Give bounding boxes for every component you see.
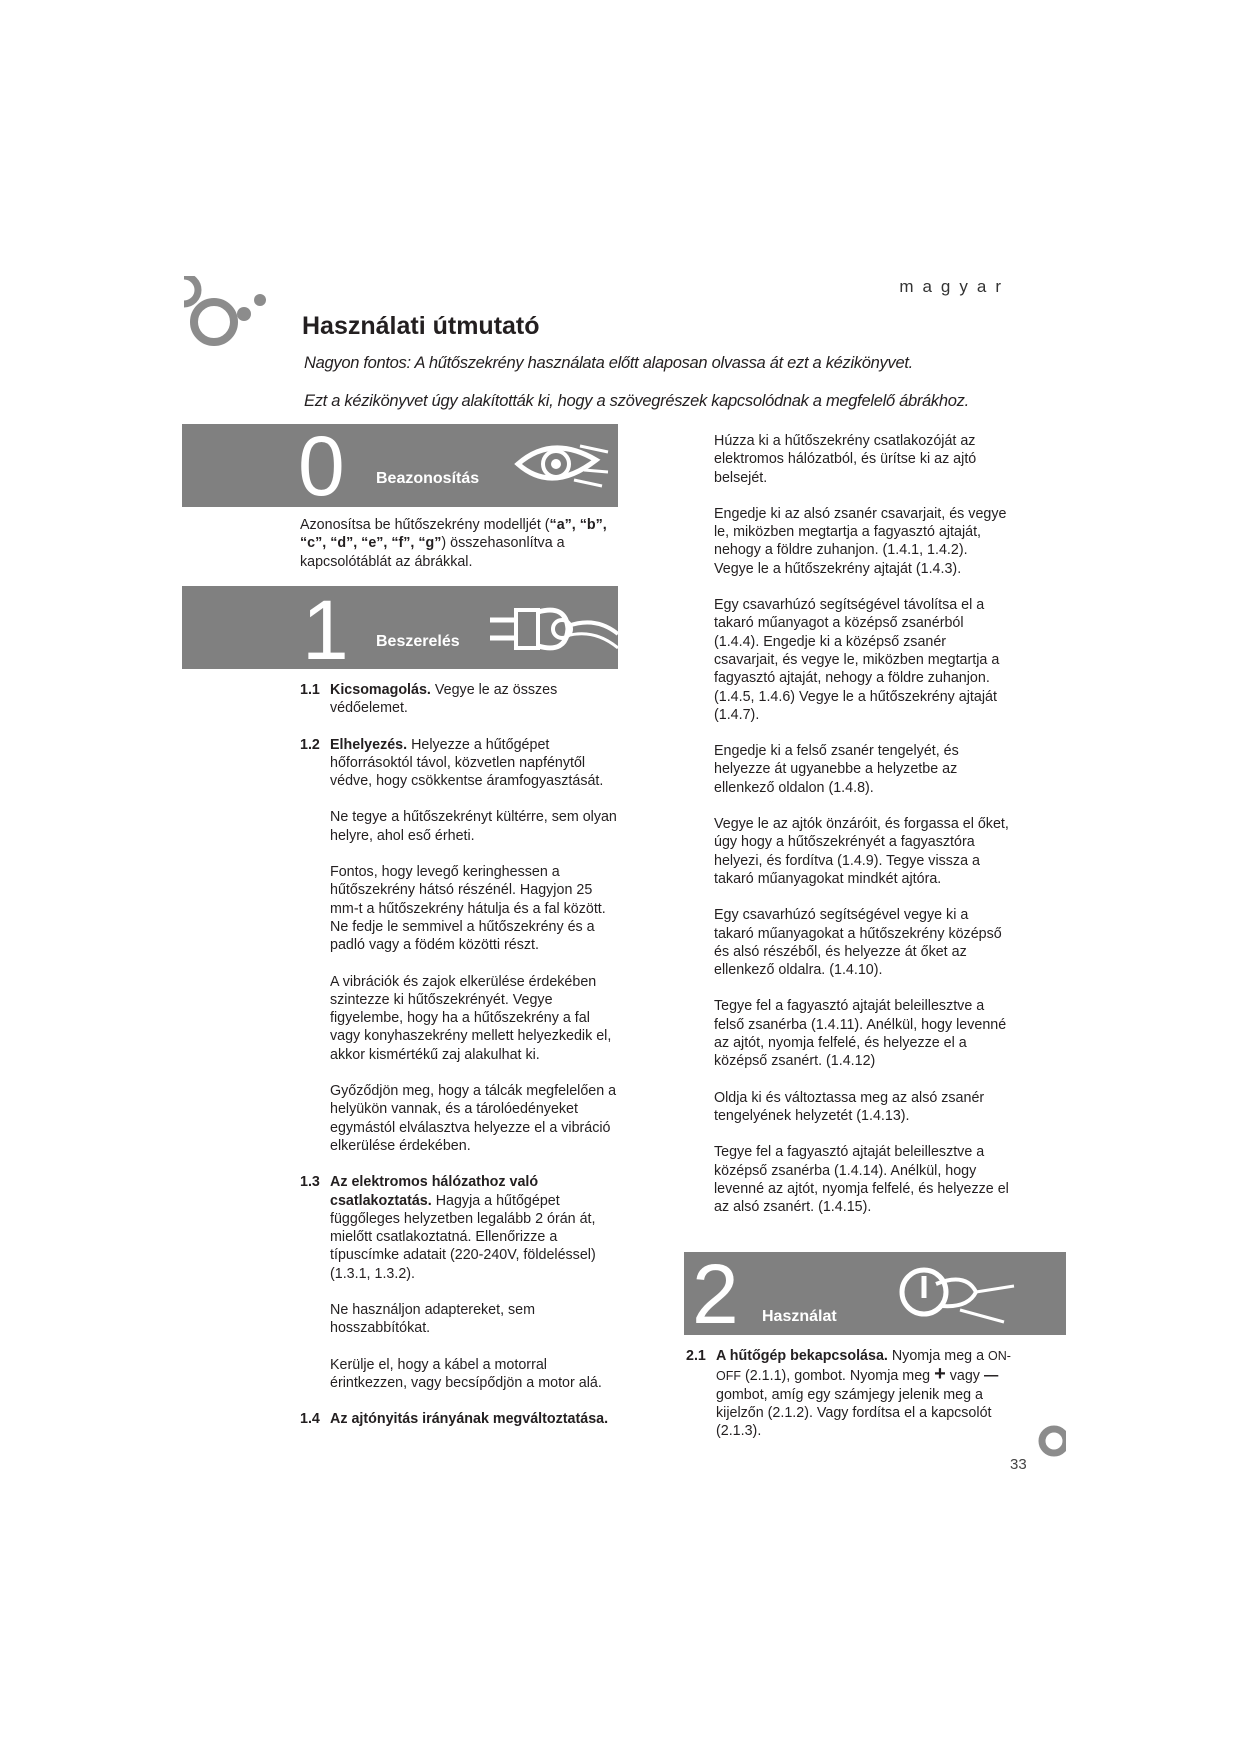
- item-1-3-number: 1.3: [300, 1174, 320, 1191]
- door-step-paragraph: Vegye le az ajtók önzáróit, és forgassa el őket, úgy hogy a hűtőszekrényét a fagyasztóra helyezi, és fordítva (1.4.9). Tegye vissza a takaró műanyagokat mindkét ajtóra.: [714, 816, 1009, 887]
- item-2-1-heading: A hűtőgép bekapcsolása.: [716, 1348, 888, 1364]
- door-step-paragraph: Tegye fel a fagyasztó ajtaját beleillesztve a középső zsanérba (1.4.14). Anélkül, hogy levenné az ajtót, nyomja felfelé, és helyezze el az alsó zsanért. (1.4.15).: [714, 1144, 1009, 1216]
- page-title: Használati útmutató: [302, 312, 540, 340]
- item-2-1-text: (2.1.1), gombot. Nyomja meg: [741, 1368, 935, 1385]
- power-button-icon: [896, 1262, 1016, 1328]
- door-step-paragraph: Húzza ki a hűtőszekrény csatlakozóját az elektromos hálózatból, és ürítse ki az ajtó belsejét.: [714, 433, 977, 486]
- section-2-header: [684, 1247, 1066, 1341]
- item-1-1-text: Vegye le az összes védőelemet.: [330, 682, 558, 717]
- page-number: 33: [1010, 1456, 1027, 1473]
- model-letters: “a”, “b”, “c”, “d”, “e”, “f”, “g”: [300, 517, 607, 552]
- language-label: magyar: [899, 277, 1010, 296]
- item-2-1-body: [686, 1347, 1012, 1440]
- footer-logo-icon: [1036, 1424, 1066, 1458]
- section-1-header: [182, 583, 618, 677]
- item-1-4-heading: Az ajtónyitás irányának megváltoztatása.: [330, 1411, 609, 1428]
- section-1-number: 1: [302, 583, 349, 677]
- door-step-paragraph: Engedje ki az alsó zsanér csavarjait, és vegye le, miközben megtartja a fagyasztó ajtaját, nehogy a földre zuhanjon. (1.4.1, 1.4.2). Vegye le a hűtőszekrény ajtaját (1.4.3).: [714, 505, 1007, 577]
- item-1-2-number: 1.2: [300, 736, 320, 753]
- brand-logo-icon: [180, 276, 280, 356]
- eye-icon: [512, 436, 612, 492]
- item-1-3-heading: Az elektromos hálózathoz való csatlakoztatás.: [330, 1174, 539, 1209]
- identify-text: [300, 516, 620, 571]
- right-column: [714, 432, 1010, 1234]
- item-1-3-paragraph: Kerülje el, hogy a kábel a motorral érintkezzen, vagy becsípődjön a motor alá.: [330, 1356, 602, 1391]
- subtitle-structure: Ezt a kézikönyvet úgy alakították ki, hogy a szövegrészek kapcsolódnak a megfelelő ábrákhoz.: [304, 392, 969, 410]
- item-1-4-number: 1.4: [300, 1411, 320, 1428]
- section-0-number: 0: [298, 419, 345, 513]
- on-off-label: ON-OFF: [716, 1349, 1011, 1384]
- item-1-3-paragraph: Ne használjon adaptereket, sem hosszabbítókat.: [330, 1302, 536, 1337]
- item-1-1-number: 1.1: [300, 682, 320, 698]
- item-1-2-paragraph: Győződjön meg, hogy a tálcák megfelelően a helyükön vannak, és a tárolóedényeket egymástól elválasztva helyezze el a vibráció elkerülése érdekében.: [330, 1083, 617, 1154]
- section-0-header: [182, 419, 618, 513]
- item-1-2-paragraph: A vibrációk és zajok elkerülése érdekében szintezze ki hűtőszekrényét. Vegye figyelembe, hogy ha a hűtőszekrény a fal vagy konyhaszekrény mellett helyezkedik el, akkor kismértékű zaj alakulhat ki.: [330, 973, 612, 1063]
- item-1-3: [300, 1173, 620, 1392]
- door-step-paragraph: Tegye fel a fagyasztó ajtaját beleillesztve a felső zsanérba (1.4.11). Anélkül, hogy levenné az ajtót, nyomja felfelé, és helyezze el a középső zsanért. (1.4.12): [714, 998, 1007, 1070]
- identify-text-part-1: Azonosítsa be hűtőszekrény modelljét (: [300, 517, 550, 533]
- door-step-paragraph: Egy csavarhúzó segítségével vegye ki a takaró műanyagokat a hűtőszekrény középső és alsó részéből, és helyezze át őket az ellenkező oldalra. (1.4.10).: [714, 907, 1002, 979]
- identify-text-part-2: ) összehasonlítva a kapcsolótáblát az ábrákkal.: [300, 535, 565, 570]
- door-step-paragraph: Engedje ki a felső zsanér tengelyét, és helyezze át ugyanebbe a helyzetbe az ellenkező oldalon (1.4.8).: [714, 743, 959, 796]
- subtitle-important: Nagyon fontos: A hűtőszekrény használata előtt alaposan olvassa át ezt a kézikönyvet.: [304, 354, 913, 372]
- item-1-3-text: Hagyja a hűtőgépet függőleges helyzetben legalább 2 órán át, mielőtt csatlakoztatná. Ellenőrizze a típuscímke adatait (220-240V, földeléssel) (1.3.1, 1.3.2).: [330, 1192, 596, 1282]
- item-2-1: [686, 1347, 1012, 1440]
- door-step-paragraph: Oldja ki és változtassa meg az alsó zsanér tengelyének helyzetét (1.4.13).: [714, 1089, 985, 1124]
- section-2-label: Használat: [762, 1308, 837, 1325]
- item-1-1-heading: Kicsomagolás.: [330, 682, 431, 698]
- section-1-label: Beszerelés: [376, 633, 460, 650]
- item-1-2-paragraph: Ne tegye a hűtőszekrényt kültérre, sem olyan helyre, ahol eső érheti.: [330, 809, 617, 844]
- minus-icon: —: [983, 1368, 999, 1385]
- section-0-label: Beazonosítás: [376, 470, 480, 487]
- plus-icon: +: [934, 1363, 946, 1386]
- left-column: [300, 681, 620, 1429]
- item-2-1-number: 2.1: [686, 1348, 706, 1364]
- item-1-2-paragraph: Fontos, hogy levegő keringhessen a hűtőszekrény hátsó részénél. Hagyjon 25 mm-t a hűtőszekrény hátulja és a fal között. Ne fedje le semmivel a hűtőszekrény és a padló vagy a födém közötti részt.: [330, 864, 606, 954]
- item-2-1-text: Nyomja meg a: [887, 1348, 988, 1364]
- section-2-number: 2: [692, 1247, 739, 1341]
- item-1-2: [300, 736, 620, 1156]
- plug-icon: [486, 598, 618, 660]
- item-1-4: [300, 1410, 620, 1428]
- door-step-paragraph: Egy csavarhúzó segítségével távolítsa el a takaró műanyagot a középső zsanérból (1.4.4). Engedje ki a középső zsanér csavarjait, és vegye le, miközben megtartja a fagyasztó ajtaját, nehogy a földre zuhanjon. (1.4.5, 1.4.6) Vegye le a hűtőszekrény ajtaját (1.4.7).: [714, 597, 1000, 723]
- item-2-1-text: gombot, amíg egy számjegy jelenik meg a kijelzőn (2.1.2). Vagy fordítsa el a kapcsolót (2.1.3).: [716, 1386, 992, 1440]
- item-2-1-text: vagy: [945, 1368, 984, 1385]
- item-1-1: [300, 681, 620, 718]
- item-1-2-heading: Elhelyezés.: [330, 736, 408, 753]
- item-1-2-text: Helyezze a hűtőgépet hőforrásoktól távol, közvetlen napfénytől védve, hogy csökkentse áramfogyasztását.: [330, 736, 604, 790]
